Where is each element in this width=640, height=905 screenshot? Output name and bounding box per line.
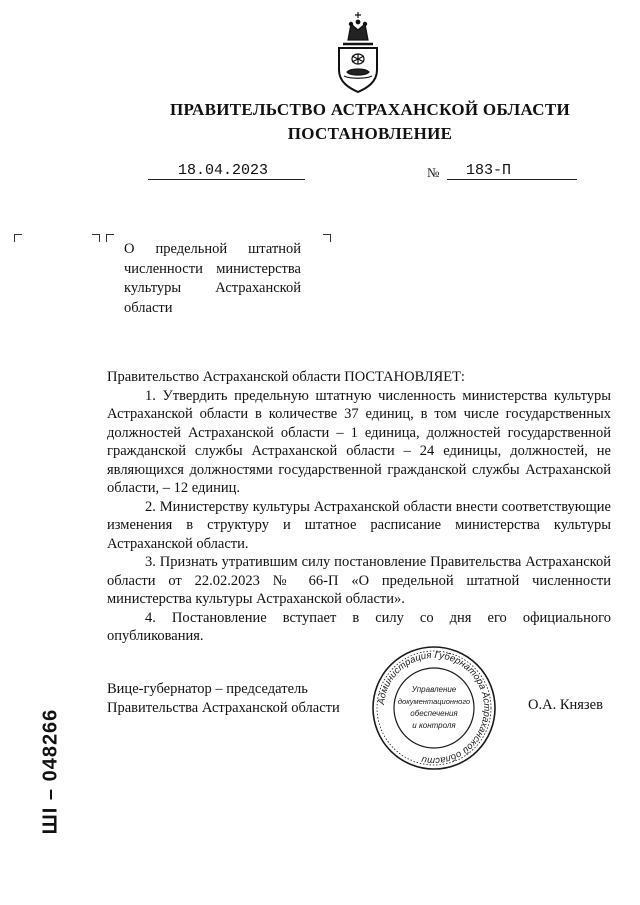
corner-mark (92, 234, 100, 242)
form-serial-number: ШI – 048266 (39, 708, 62, 835)
signatory-name: О.А. Князев (528, 697, 603, 713)
stamp-center-line: документационного (397, 697, 471, 706)
document-body (107, 368, 611, 646)
document-date: 18.04.2023 (178, 162, 269, 179)
body-paragraph: 2. Министерству культуры Астраханской области внести соответствующие изменения в структуру и штатное расписание министерства культуры Астраханской области. (107, 498, 611, 552)
number-sign: № (427, 165, 440, 180)
body-paragraph: 4. Постановление вступает в силу со дня его официального опубликования. (107, 609, 611, 644)
coat-of-arms-icon (331, 10, 385, 94)
body-paragraph: 1. Утвердить предельную штатную численность министерства культуры Астраханской области в количестве 37 единиц, в том числе государственных должностей Астраханской области – 1 единица, должностей государственной гражданской службы Астраханской области – 24 единицы, должностей, не являющихся должностями государственной гражданской службы Астраханской области, – 12 единиц. (107, 387, 611, 496)
corner-mark (14, 234, 22, 242)
corner-mark (323, 234, 331, 242)
signatory-role-line: Правительства Астраханской области (107, 700, 340, 716)
document-subject: О предельной штатной численности министерства культуры Астраханской области (124, 241, 301, 316)
body-intro: Правительство Астраханской области ПОСТАНОВЛЯЕТ: (107, 369, 465, 385)
stamp-center-line: обеспечения (410, 709, 458, 718)
document-type: ПОСТАНОВЛЕНИЕ (287, 124, 453, 143)
stamp-center-line: и контроля (412, 721, 456, 730)
official-stamp (371, 645, 497, 771)
stamp-ring-text: Администрация Губернатора Астраханской области (376, 649, 493, 767)
government-title: ПРАВИТЕЛЬСТВО АСТРАХАНСКОЙ ОБЛАСТИ (170, 100, 570, 119)
signatory-role-line: Вице-губернатор – председатель (107, 681, 308, 697)
stamp-center-line: Управление (411, 685, 457, 694)
document-number: 183-П (466, 162, 512, 179)
body-paragraph: 3. Признать утратившим силу постановление Правительства Астраханской области от 22.02.2023 № 66-П «О предельной штатной численности министерства культуры Астраханской области». (107, 554, 611, 607)
corner-mark (106, 234, 114, 242)
signatory-role (107, 680, 340, 718)
